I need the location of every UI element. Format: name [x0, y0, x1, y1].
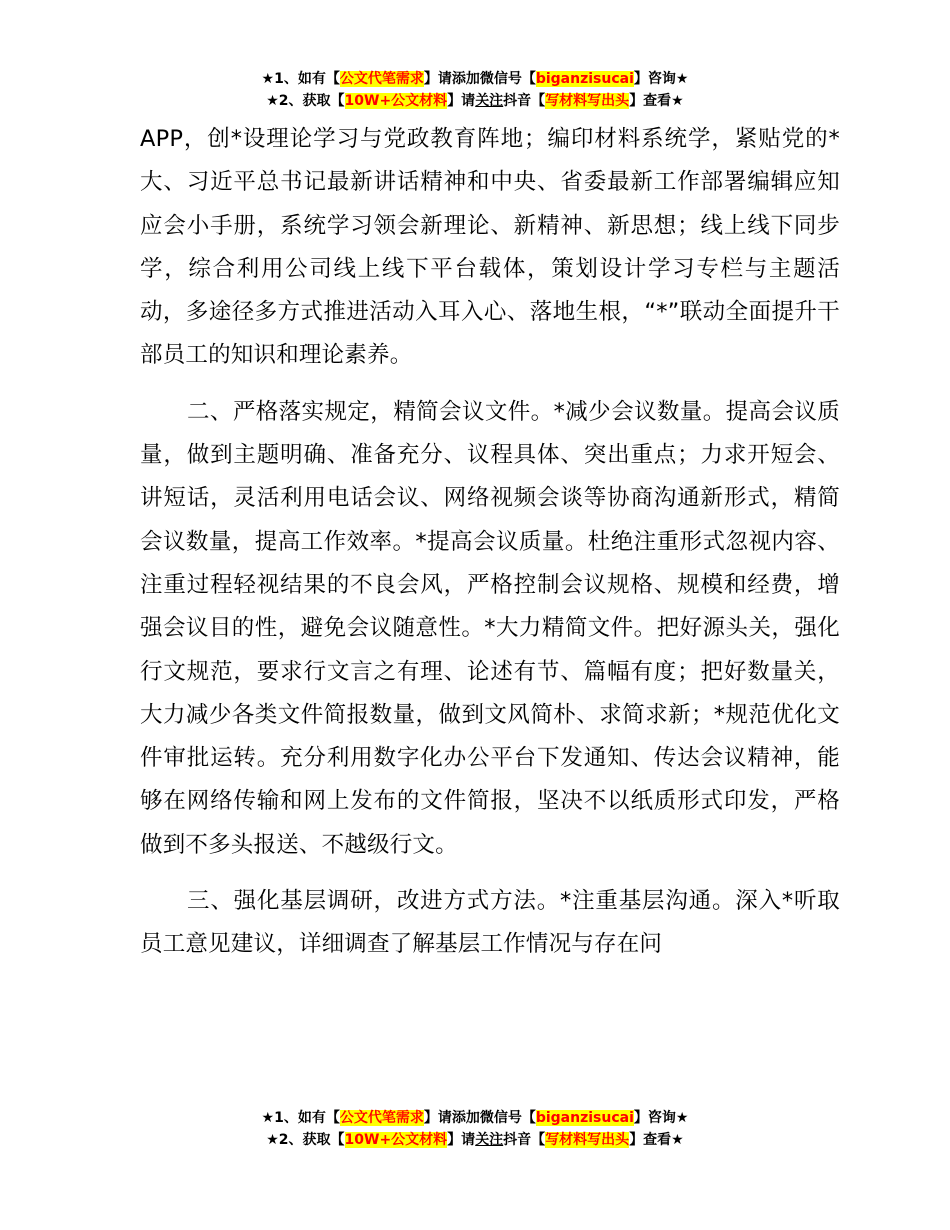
banner-text: 】请: [447, 93, 476, 109]
highlight-wechat-id: biganzisucai: [535, 71, 634, 87]
banner-text: 】咨询★: [633, 1110, 689, 1126]
banner-text: 】请添加微信号【: [423, 1110, 536, 1126]
paragraph-section-3: 三、强化基层调研，改进方式方法。*注重基层沟通。深入*听取员工意见建议，详细调查了解基层工作情况与存在问: [140, 888, 840, 958]
paragraph-section-2: 二、严格落实规定，精简会议文件。*减少会议数量。提高会议质量，做到主题明确、准备充分、议程具体、突出重点；力求开短会、讲短话，灵活利用电话会议、网络视频会谈等协商沟通新形式，精简会议数量，提高工作效率。*提高会议质量。杜绝注重形式忽视内容、注重过程轻视结果的不良会风，严格控制会议规格、规模和经费，增强会议目的性，避免会议随意性。*大力精简文件。把好源头关，强化行文规范，要求行文言之有理、论述有节、篇幅有度；把好数量关，大力减少各类文件简报数量，做到文风简朴、求简求新；*规范优化文件审批运转。充分利用数字化办公平台下发通知、传达会议精神，能够在网络传输和网上发布的文件简报，坚决不以纸质形式印发，严格做到不多头报送、不越级行文。: [140, 398, 840, 858]
highlight-douyin-account: 写材料写出头: [545, 93, 630, 109]
underlined-follow: 关注: [475, 93, 504, 109]
banner-text: ★2、获取【: [266, 1132, 345, 1148]
highlight-service: 公文代笔需求: [339, 71, 424, 87]
header-banner: [0, 68, 950, 112]
banner-text: 抖音【: [503, 1132, 546, 1148]
banner-text: ★1、如有【: [261, 71, 340, 87]
banner-text: 】查看★: [629, 1132, 684, 1148]
banner-line-1: [0, 1107, 950, 1129]
highlight-materials: 10W+公文材料: [344, 1132, 448, 1148]
banner-line-2: [0, 90, 950, 112]
banner-text: 】请: [447, 1132, 476, 1148]
highlight-douyin-account: 写材料写出头: [545, 1132, 630, 1148]
highlight-wechat-id: biganzisucai: [535, 1110, 634, 1126]
banner-text: 抖音【: [503, 93, 546, 109]
highlight-service: 公文代笔需求: [339, 1110, 424, 1126]
underlined-follow: 关注: [475, 1132, 504, 1148]
highlight-materials: 10W+公文材料: [344, 93, 448, 109]
document-body: [140, 118, 840, 967]
banner-line-1: [0, 68, 950, 90]
banner-text: 】请添加微信号【: [423, 71, 536, 87]
banner-text: 】咨询★: [633, 71, 689, 87]
paragraph-continuation: APP，创*设理论学习与党政教育阵地；编印材料系统学，紧贴党的*大、习近平总书记最新讲话精神和中央、省委最新工作部署编辑应知应会小手册，系统学习领会新理论、新精神、新思想；线上线下同步学，综合利用公司线上线下平台载体，策划设计学习专栏与主题活动，多途径多方式推进活动入耳入心、落地生根，“*”联动全面提升干部员工的知识和理论素养。: [140, 126, 840, 369]
banner-text: 】查看★: [629, 93, 684, 109]
banner-text: ★2、获取【: [266, 93, 345, 109]
footer-banner: [0, 1107, 950, 1151]
banner-text: ★1、如有【: [261, 1110, 340, 1126]
banner-line-2: [0, 1129, 950, 1151]
